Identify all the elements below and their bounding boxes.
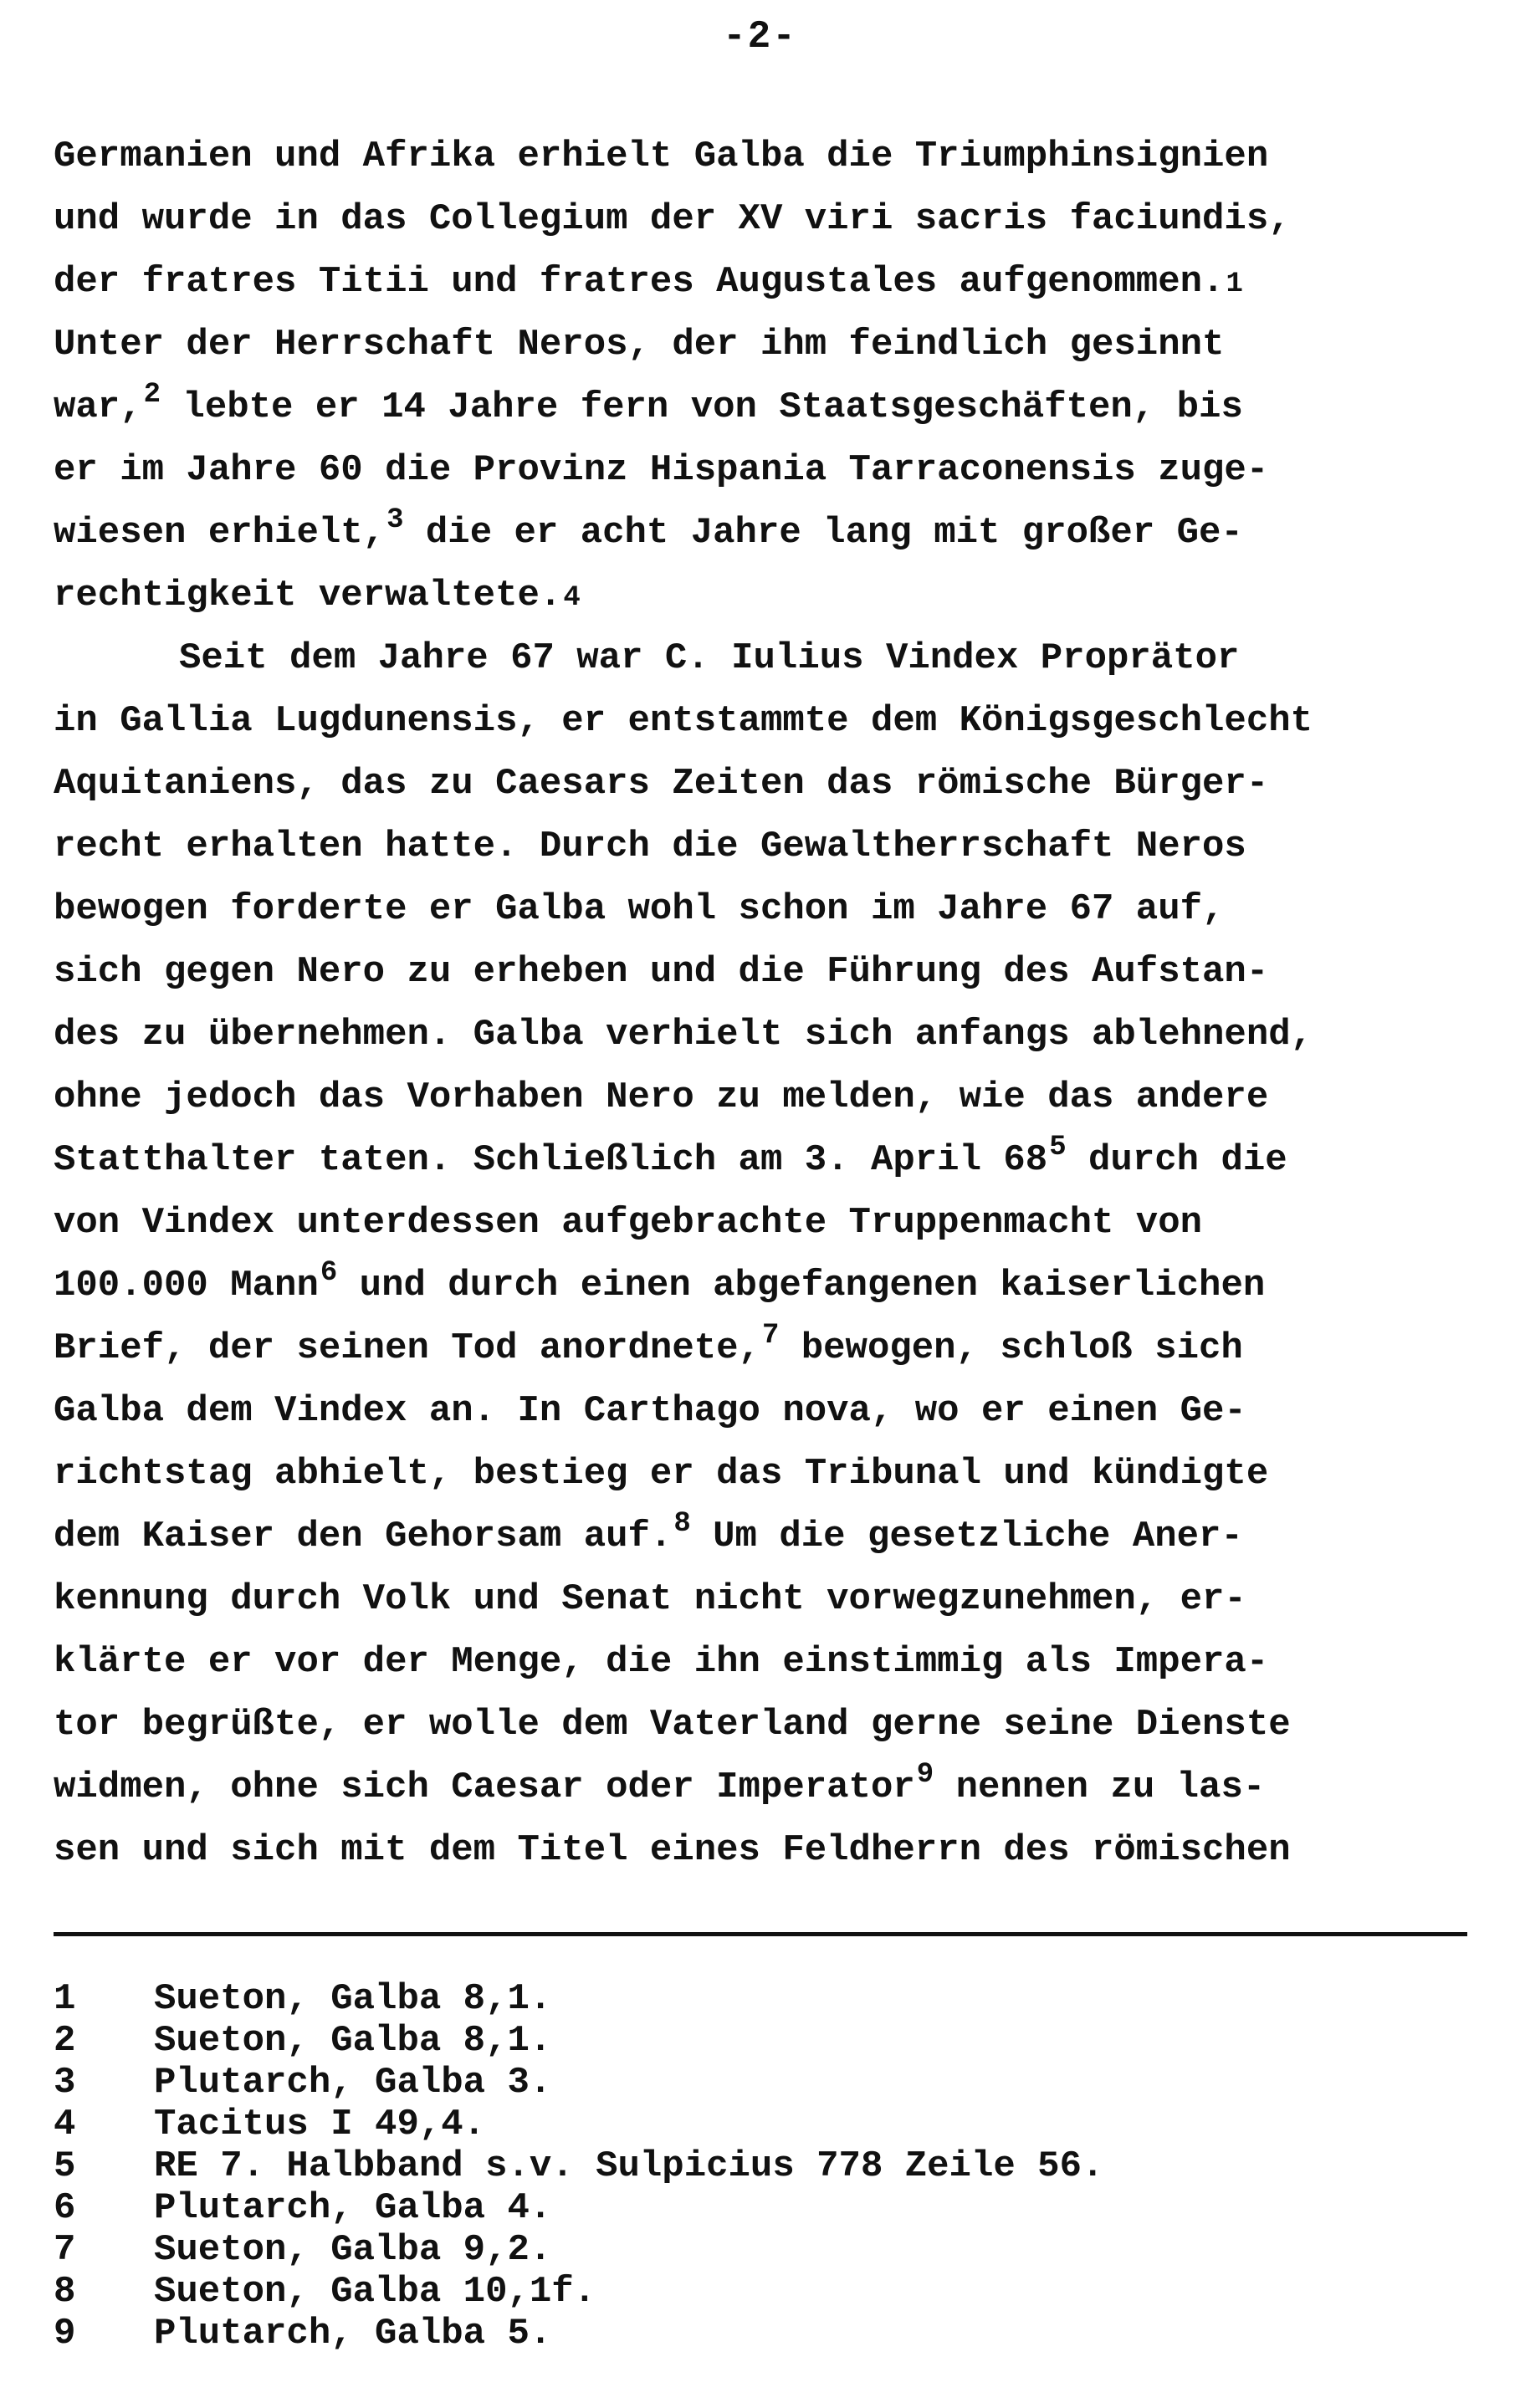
footnote	[54, 2020, 1467, 2062]
text-line: und wurde in das Collegium der XV viri sacris faciundis,	[54, 198, 1291, 240]
footnote-ref: 8	[673, 1508, 691, 1540]
text-line: von Vindex unterdessen aufgebrachte Truppenmacht von	[54, 1202, 1203, 1244]
footnote-text: Sueton, Galba 10,1f.	[154, 2271, 596, 2313]
text-line: sen und sich mit dem Titel eines Feldherrn des römischen	[54, 1829, 1291, 1871]
footnote-number: 6	[54, 2187, 76, 2229]
text-line: Unter der Herrschaft Neros, der ihm feindlich gesinnt	[54, 324, 1225, 366]
page-number: -2-	[723, 15, 797, 59]
footnote-ref: 3	[386, 504, 404, 536]
text-line: dem Kaiser den Gehorsam auf.$^8$ Um die gesetzliche Aner-	[54, 1508, 1243, 1557]
text-line: er im Jahre 60 die Provinz Hispania Tarraconensis zuge-	[54, 449, 1269, 491]
footnote-ref: 7	[761, 1320, 780, 1352]
text-line: in Gallia Lugdunensis, er entstammte dem Königsgeschlecht	[54, 700, 1313, 742]
text-line: kennung durch Volk und Senat nicht vorwegzunehmen, er-	[54, 1578, 1246, 1620]
footnote-number: 8	[54, 2271, 76, 2313]
footnotes	[54, 1978, 1467, 2354]
footnote-text: Plutarch, Galba 3.	[154, 2062, 552, 2104]
main-text	[54, 125, 1467, 1882]
footnote-number: 4	[54, 2104, 76, 2145]
footnote	[54, 2229, 1467, 2271]
footnote-divider	[54, 1932, 1467, 1936]
footnote-text: Plutarch, Galba 5.	[154, 2313, 552, 2354]
footnote-text: Plutarch, Galba 4.	[154, 2187, 552, 2229]
footnote-number: 9	[54, 2313, 76, 2354]
text-line: bewogen forderte er Galba wohl schon im Jahre 67 auf,	[54, 888, 1225, 930]
text-line: recht erhalten hatte. Durch die Gewaltherrschaft Neros	[54, 826, 1246, 867]
footnote-number: 7	[54, 2229, 76, 2271]
text-line: Germanien und Afrika erhielt Galba die Triumphinsignien	[54, 135, 1269, 177]
text-line: wiesen erhielt,$^3$ die er acht Jahre lang mit großer Ge-	[54, 504, 1243, 554]
text-line: war,$^2$ lebte er 14 Jahre fern von Staatsgeschäften, bis	[54, 379, 1243, 428]
footnote	[54, 1978, 1467, 2020]
footnote-number: 1	[54, 1978, 76, 2020]
footnote	[54, 2313, 1467, 2354]
text-line: Galba dem Vindex an. In Carthago nova, wo er einen Ge-	[54, 1390, 1246, 1432]
footnote-text: Sueton, Galba 9,2.	[154, 2229, 552, 2271]
text-line: klärte er vor der Menge, die ihn einstimmig als Impera-	[54, 1641, 1269, 1683]
footnote-text: Tacitus I 49,4.	[154, 2104, 486, 2145]
footnote	[54, 2145, 1467, 2187]
footnote-number: 3	[54, 2062, 76, 2104]
footnote-number: 2	[54, 2020, 76, 2062]
footnote	[54, 2187, 1467, 2229]
footnote-text: Sueton, Galba 8,1.	[154, 1978, 552, 2020]
footnote-ref: 6	[320, 1257, 338, 1289]
text-line: richtstag abhielt, bestieg er das Tribunal und kündigte	[54, 1453, 1269, 1495]
text-line: widmen, ohne sich Caesar oder Imperator$^9$ nennen zu las-	[54, 1759, 1266, 1808]
footnote-text: RE 7. Halbband s.v. Sulpicius 778 Zeile 56.	[154, 2145, 1104, 2187]
footnote	[54, 2062, 1467, 2104]
footnote-ref: 2	[143, 379, 161, 411]
text-line: 100.000 Mann$^6$ und durch einen abgefangenen kaiserlichen	[54, 1257, 1266, 1306]
text-line: rechtigkeit verwaltete. 4	[54, 575, 581, 616]
footnote	[54, 2271, 1467, 2313]
footnote-number: 5	[54, 2145, 76, 2187]
footnote-ref: 5	[1049, 1132, 1067, 1163]
text-line: tor begrüßte, er wolle dem Vaterland gerne seine Dienste	[54, 1704, 1291, 1746]
text-line: Brief, der seinen Tod anordnete,$^7$ bewogen, schloß sich	[54, 1320, 1243, 1369]
text-line: Aquitaniens, das zu Caesars Zeiten das römische Bürger-	[54, 763, 1269, 805]
footnote	[54, 2104, 1467, 2145]
text-line: sich gegen Nero zu erheben und die Führung des Aufstan-	[54, 951, 1269, 993]
text-line: Statthalter taten. Schließlich am 3. April $68^5$ durch die	[54, 1132, 1287, 1181]
text-line: der fratres Titii und fratres Augustales aufgenommen. 1	[54, 261, 1243, 303]
footnote-ref: 9	[916, 1759, 934, 1791]
text-line: Seit dem Jahre 67 war C. Iulius Vindex Proprätor	[179, 637, 1240, 679]
text-line: des zu übernehmen. Galba verhielt sich anfangs ablehnend,	[54, 1014, 1313, 1056]
text-line: ohne jedoch das Vorhaben Nero zu melden, wie das andere	[54, 1076, 1269, 1118]
footnote-text: Sueton, Galba 8,1.	[154, 2020, 552, 2062]
